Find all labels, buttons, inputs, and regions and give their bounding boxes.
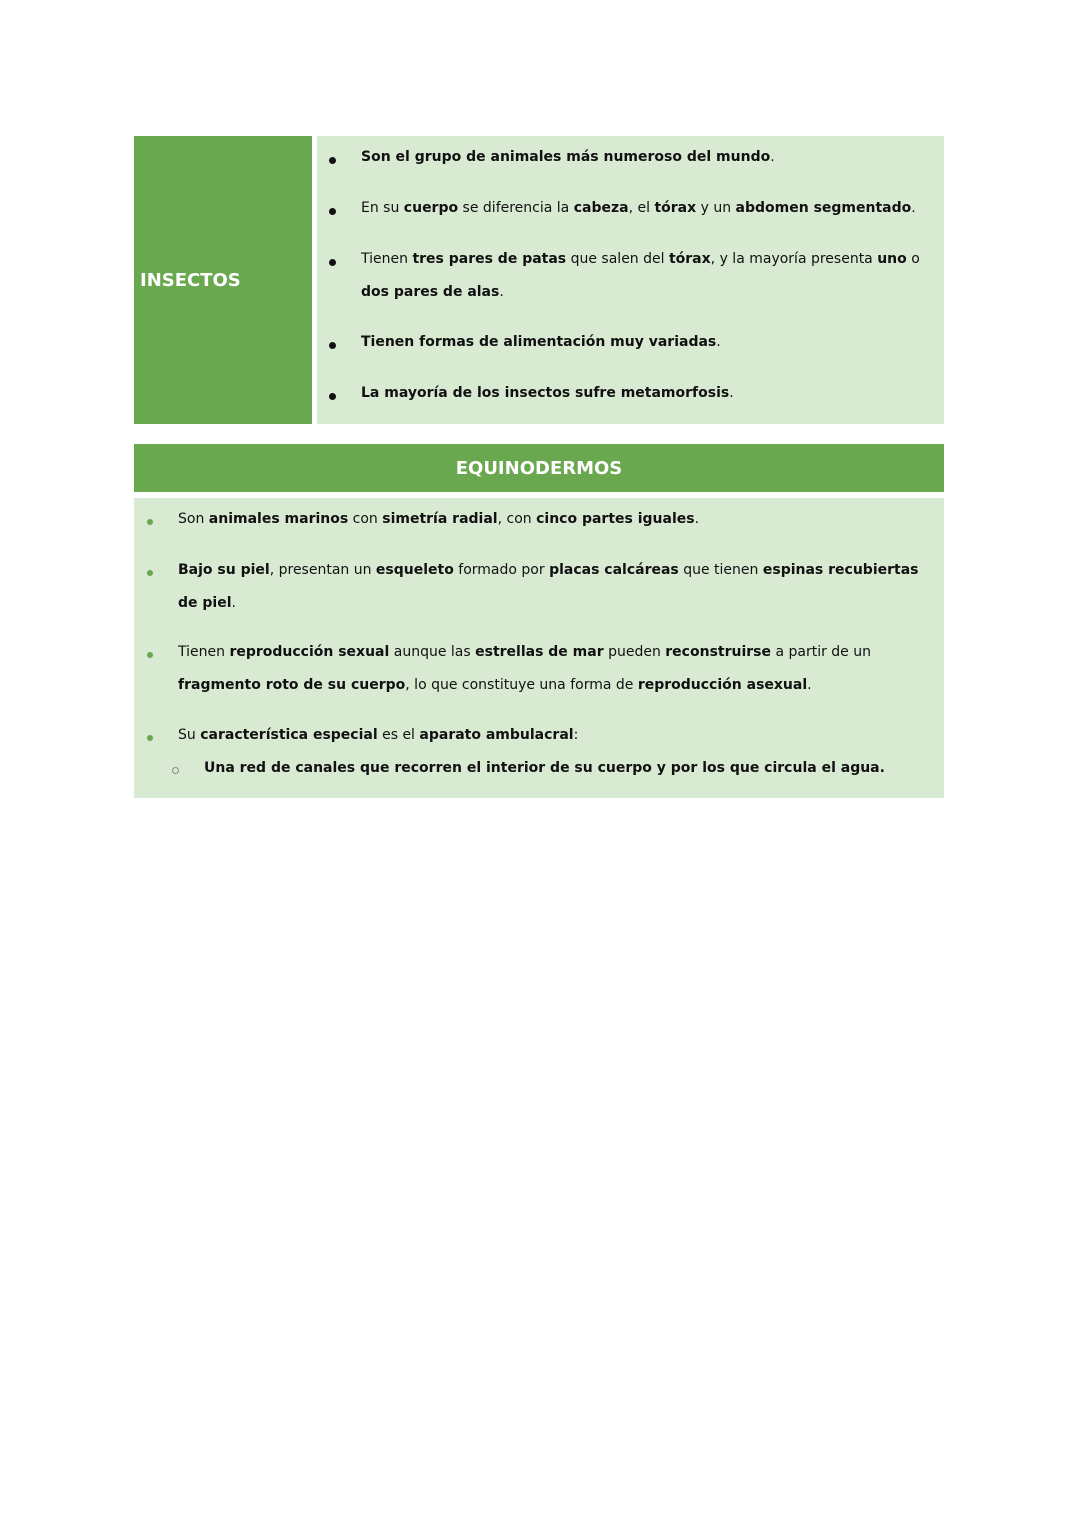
equinodermos-subitem-text: Una red de canales que recorren el interior de su cuerpo y por los que circula el agua. (204, 760, 885, 776)
equinodermos-body (134, 498, 944, 798)
insectos-label: INSECTOS (140, 269, 241, 291)
insectos-item-text: Son el grupo de animales más numeroso del mundo. (361, 149, 775, 165)
insectos-content-cell (317, 136, 944, 424)
bullet-icon (147, 735, 153, 741)
hollow-bullet-icon (172, 767, 179, 774)
insectos-item-text: Tienen tres pares de patas que salen del tórax, y la mayoría presenta uno o dos pares de alas. (361, 251, 920, 300)
equinodermos-item-text: Son animales marinos con simetría radial, con cinco partes iguales. (178, 511, 700, 527)
equinodermos-item-text: Bajo su piel, presentan un esqueleto formado por placas calcáreas que tienen espinas recubiertas de piel. (178, 562, 919, 611)
bullet-icon (329, 157, 336, 164)
insectos-item-text: Tienen formas de alimentación muy variadas. (361, 334, 721, 350)
equinodermos-item-text: Tienen reproducción sexual aunque las estrellas de mar pueden reconstruirse a partir de un fragmento roto de su cuerpo, lo que constituye una forma de reproducción asexual. (178, 644, 871, 693)
equinodermos-title: EQUINODERMOS (455, 457, 623, 479)
insectos-item-text: La mayoría de los insectos sufre metamorfosis. (361, 385, 734, 401)
insectos-label-cell (134, 136, 312, 424)
insectos-item-text: En su cuerpo se diferencia la cabeza, el tórax y un abdomen segmentado. (361, 200, 916, 216)
bullet-icon (329, 393, 336, 400)
bullet-icon (147, 519, 153, 525)
equinodermos-header (134, 444, 944, 492)
bullet-icon (147, 570, 153, 576)
bullet-icon (329, 208, 336, 215)
bullet-icon (329, 259, 336, 266)
bullet-icon (329, 342, 336, 349)
equinodermos-item-text: Su característica especial es el aparato ambulacral: (178, 727, 579, 743)
bullet-icon (147, 652, 153, 658)
